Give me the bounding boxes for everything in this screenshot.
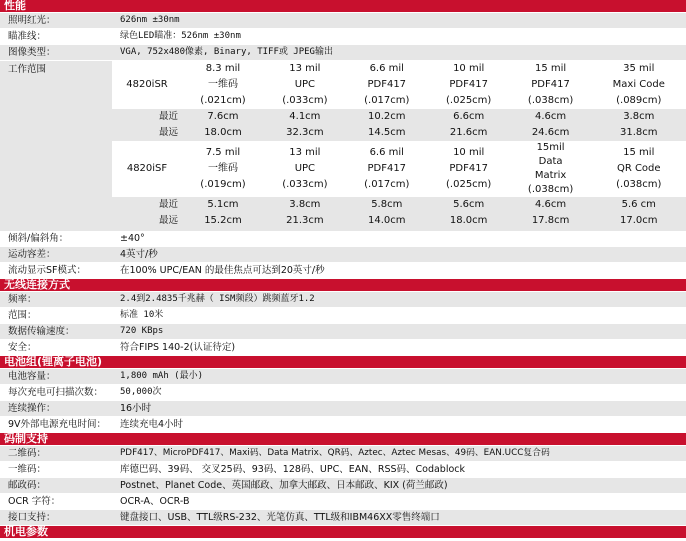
range-cell: 14.0cm (346, 213, 428, 229)
code-row (112, 141, 686, 197)
code-cell: 15 mil PDF417 (.038cm) (510, 61, 592, 109)
spec-value: 符合FIPS 140-2(认证待定) (120, 342, 236, 353)
section-header-battery: 电池组(锂离子电池) (0, 356, 686, 369)
code-cell: 10 mil PDF417 (.025cm) (428, 61, 510, 109)
spec-row-capacity (0, 369, 686, 385)
spec-row-continuous (0, 401, 686, 417)
range-cell: 3.8cm (264, 197, 346, 213)
spec-value: 16小时 (120, 403, 152, 414)
spec-label: 图像类型： (8, 47, 56, 58)
spec-label: 每次充电可扫描次数： (8, 387, 104, 398)
spec-label: 范围： (8, 310, 37, 321)
section-header-wireless: 无线连接方式 (0, 279, 686, 292)
far-label: 最远 (112, 213, 182, 229)
spec-row-range (0, 308, 686, 324)
spec-value: ±40° (120, 233, 145, 244)
spec-value: PDF417、MicroPDF417、Maxi码、Data Matrix、QR码、Aztec、Aztec Mesas、49码、EAN.UCC复合码 (120, 448, 550, 458)
spec-row-frequency (0, 292, 686, 308)
spec-label: 9V外部电源充电时间： (8, 419, 107, 430)
far-row (112, 213, 686, 229)
spec-label: 运动容差： (8, 249, 56, 260)
spec-value: 库德巴码、39码、 交叉25码、93码、128码、UPC、EAN、RSS码、Codablock (120, 464, 466, 475)
spec-label: 倾斜/偏斜角： (8, 233, 69, 244)
spec-value: 在100% UPC/EAN 的最佳焦点可达到20英寸/秒 (120, 265, 325, 276)
range-cell: 5.1cm (182, 197, 264, 213)
range-cell: 31.8cm (592, 125, 686, 141)
range-cell: 18.0cm (182, 125, 264, 141)
code-cell: 13 mil UPC (.033cm) (264, 141, 346, 197)
code-cell: 6.6 mil PDF417 (.017cm) (346, 61, 428, 109)
spec-label: 邮政码： (8, 480, 47, 491)
range-cell: 7.6cm (182, 109, 264, 125)
code-row (112, 61, 686, 109)
spec-label: 二维码： (8, 448, 47, 459)
near-label: 最近 (112, 109, 182, 125)
spec-row-1d (0, 462, 686, 478)
code-cell: 15mil Data Matrix (.038cm) (510, 141, 592, 197)
far-row (112, 125, 686, 141)
range-cell: 3.8cm (592, 109, 686, 125)
spec-row-image-type (0, 45, 686, 61)
spec-value: VGA, 752x480像素, Binary, TIFF或 JPEG输出 (120, 47, 333, 57)
section-header-performance: 性能 (0, 0, 686, 13)
range-cell: 32.3cm (264, 125, 346, 141)
working-range-block (0, 61, 686, 231)
spec-label: 数据传输速度： (8, 326, 75, 337)
spec-label: 电池容量： (8, 371, 56, 382)
spec-row-2d (0, 446, 686, 462)
spec-value: 键盘接口、USB、TTL级RS-232、光笔仿真、TTL级和IBM46XX零售终端口 (120, 512, 440, 523)
spec-label: OCR 字符： (8, 496, 61, 507)
near-row (112, 109, 686, 125)
range-cell: 4.6cm (510, 109, 592, 125)
spec-row-data-rate (0, 324, 686, 340)
code-cell: 35 mil Maxi Code (.089cm) (592, 61, 686, 109)
spec-value: 626nm ±30nm (120, 15, 180, 25)
range-cell: 21.6cm (428, 125, 510, 141)
code-cell: 13 mil UPC (.033cm) (264, 61, 346, 109)
working-range-table (112, 61, 686, 229)
spec-label: 频率： (8, 294, 37, 305)
spec-value: 标准 10米 (120, 310, 164, 320)
range-cell: 21.3cm (264, 213, 346, 229)
spec-row-scans (0, 385, 686, 401)
range-cell: 5.6 cm (592, 197, 686, 213)
spec-value: 50,000次 (120, 387, 162, 397)
range-cell: 4.6cm (510, 197, 592, 213)
range-cell: 5.8cm (346, 197, 428, 213)
spec-value: 720 KBps (120, 326, 164, 336)
spec-label: 照明红光： (8, 15, 56, 26)
spec-value: 1,800 mAh (最小) (120, 371, 204, 381)
code-cell: 15 mil QR Code (.038cm) (592, 141, 686, 197)
range-cell: 24.6cm (510, 125, 592, 141)
code-cell: 7.5 mil 一维码 (.019cm) (182, 141, 264, 197)
spec-row-illumination (0, 13, 686, 29)
working-range-label: 工作范围 (8, 64, 47, 75)
spec-row-interface (0, 510, 686, 526)
range-cell: 17.8cm (510, 213, 592, 229)
range-cell: 18.0cm (428, 213, 510, 229)
spec-value: 4英寸/秒 (120, 249, 158, 260)
near-row (112, 197, 686, 213)
range-cell: 17.0cm (592, 213, 686, 229)
spec-value: 2.4到2.4835千兆赫（ ISM频段）跳频蓝牙1.2 (120, 294, 315, 304)
spec-row-postal (0, 478, 686, 494)
spec-row-ocr (0, 494, 686, 510)
range-cell: 6.6cm (428, 109, 510, 125)
spec-label: 连续操作： (8, 403, 56, 414)
range-cell: 4.1cm (264, 109, 346, 125)
range-cell: 15.2cm (182, 213, 264, 229)
range-cell: 10.2cm (346, 109, 428, 125)
spec-row-motion (0, 247, 686, 263)
spec-label: 一维码： (8, 464, 47, 475)
model-name: 4820iSF (112, 141, 182, 197)
spec-row-sf-mode (0, 263, 686, 279)
code-cell: 8.3 mil 一维码 (.021cm) (182, 61, 264, 109)
spec-row-security (0, 340, 686, 356)
spec-value: 绿色LED瞄准：526nm ±30nm (120, 31, 241, 41)
spec-value: 连续充电4小时 (120, 419, 184, 430)
spec-row-aimer (0, 29, 686, 45)
model-name: 4820iSR (112, 61, 182, 109)
range-cell: 14.5cm (346, 125, 428, 141)
code-cell: 6.6 mil PDF417 (.017cm) (346, 141, 428, 197)
code-cell: 10 mil PDF417 (.025cm) (428, 141, 510, 197)
spec-label: 安全： (8, 342, 37, 353)
spec-row-charge-time (0, 417, 686, 433)
spec-label: 流动显示SF模式： (8, 265, 86, 276)
spec-label: 接口支持： (8, 512, 56, 523)
near-label: 最近 (112, 197, 182, 213)
section-header-electromechanical: 机电参数 (0, 526, 686, 539)
section-header-symbologies: 码制支持 (0, 433, 686, 446)
range-cell: 5.6cm (428, 197, 510, 213)
spec-row-skew (0, 231, 686, 247)
spec-label: 瞄准线： (8, 31, 47, 42)
spec-value: OCR-A、OCR-B (120, 496, 190, 507)
spec-value: Postnet、Planet Code、英国邮政、加拿大邮政、日本邮政、KIX (荷兰邮政) (120, 480, 448, 491)
far-label: 最远 (112, 125, 182, 141)
